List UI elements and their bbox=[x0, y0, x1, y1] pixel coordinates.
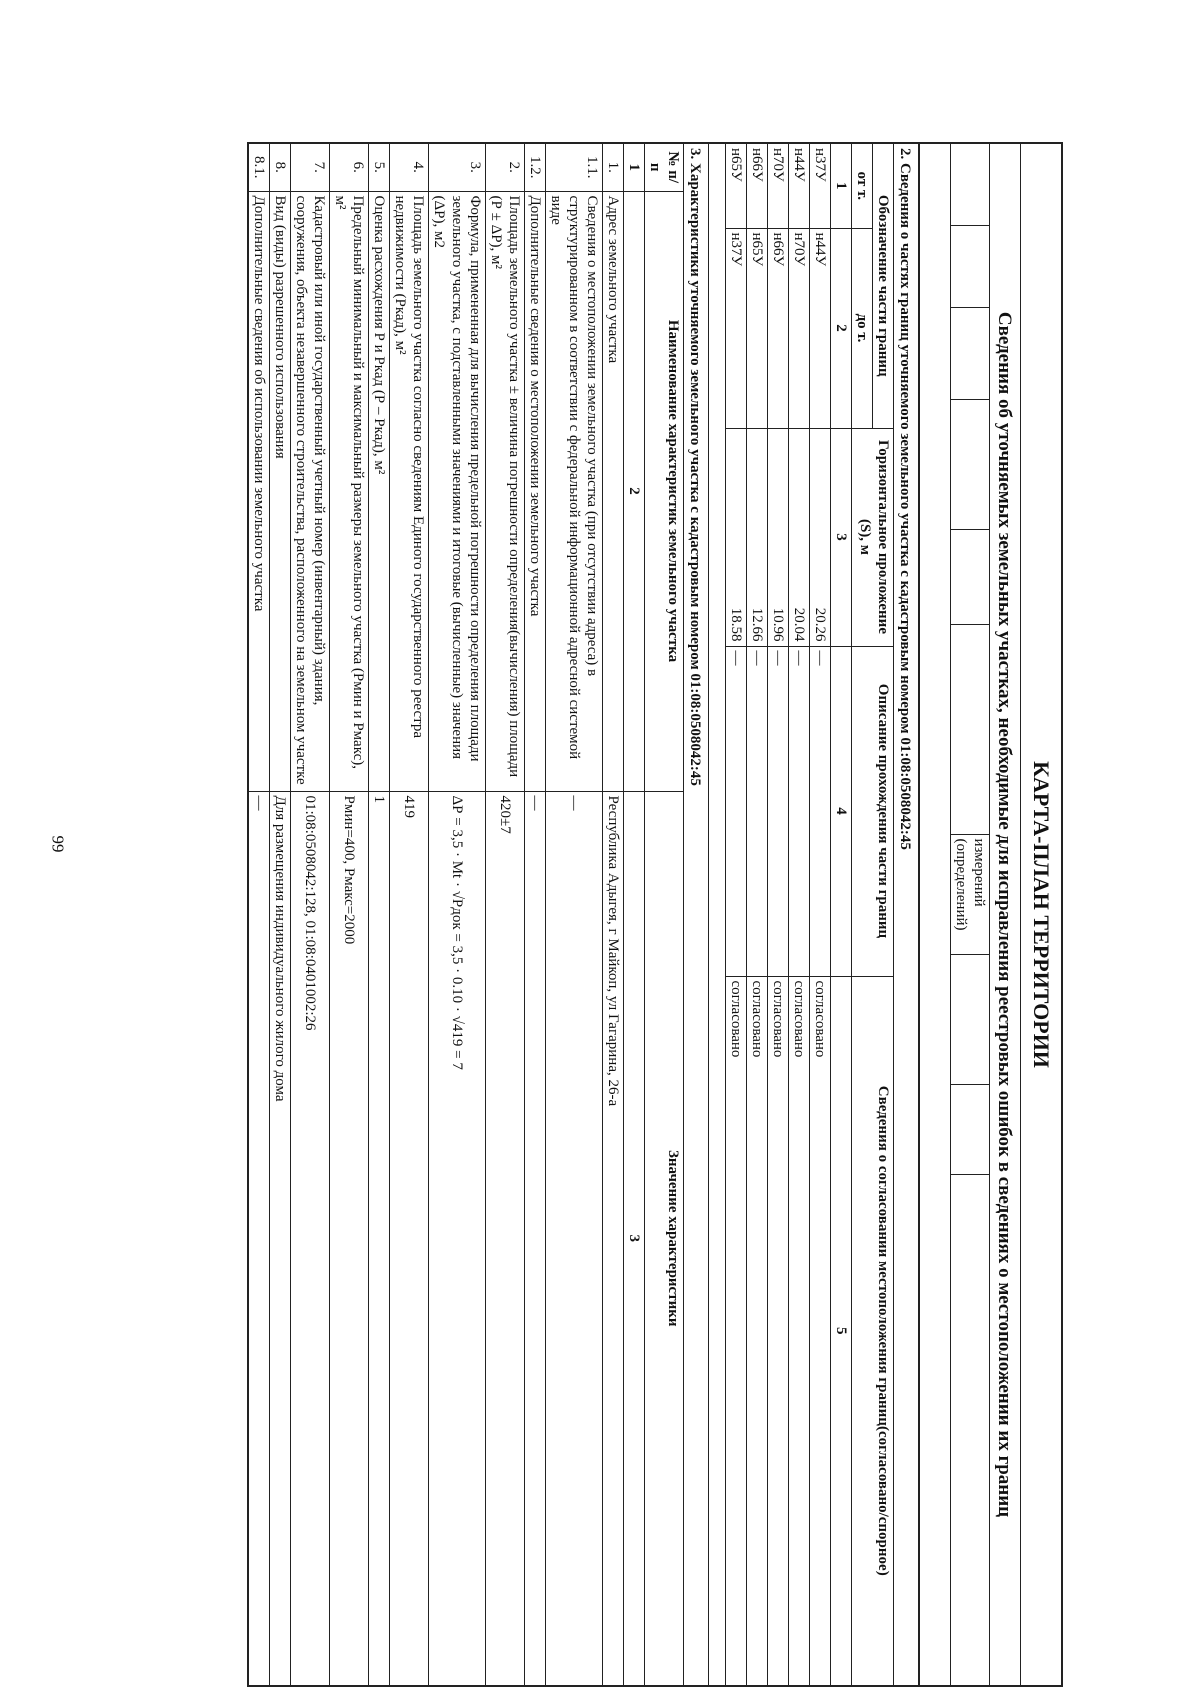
col-name: Наименование характеристик земельного участка bbox=[645, 191, 684, 791]
table-row bbox=[603, 143, 624, 1686]
boundary-description: — bbox=[810, 646, 831, 976]
col-number: 1 bbox=[831, 143, 852, 228]
section3-table bbox=[247, 142, 708, 1687]
boundary-description: — bbox=[747, 646, 768, 976]
agreement-status: согласовано bbox=[726, 976, 747, 1686]
horizontal-distance: 20.04 bbox=[789, 428, 810, 646]
blank-cell bbox=[951, 225, 990, 307]
point-from: н44У bbox=[789, 143, 810, 228]
horizontal-distance: 12.66 bbox=[747, 428, 768, 646]
measure-label: измерений (определений) bbox=[951, 834, 990, 954]
blank-cell bbox=[951, 1174, 990, 1686]
blank-cell bbox=[951, 1084, 990, 1174]
row-number: 3. bbox=[429, 143, 486, 191]
table-row bbox=[747, 143, 768, 1686]
col-value: Значение характеристики bbox=[645, 791, 684, 1686]
horizontal-distance: 20.26 bbox=[810, 428, 831, 646]
table-row bbox=[726, 143, 747, 1686]
table-row bbox=[486, 143, 525, 1686]
characteristic-value: — bbox=[248, 791, 270, 1686]
agreement-status: согласовано bbox=[768, 976, 789, 1686]
characteristic-name: Дополнительные сведения об использовании земельного участка bbox=[248, 191, 270, 791]
header-table bbox=[918, 142, 1063, 1687]
col-num: № п/п bbox=[645, 143, 684, 191]
table-row bbox=[525, 143, 546, 1686]
blank-cell bbox=[951, 399, 990, 529]
characteristic-value: Рмин=400, Рмакс=2000 bbox=[330, 791, 369, 1686]
row-number: 7. bbox=[291, 143, 330, 191]
section2-heading: 2. Сведения о частях границ уточняемого земельного участка с кадастровым номером 01:08:0508042:45 bbox=[897, 148, 913, 850]
point-to: н65У bbox=[747, 228, 768, 428]
boundary-description: — bbox=[789, 646, 810, 976]
boundary-description: — bbox=[726, 646, 747, 976]
col-number: 5 bbox=[831, 976, 852, 1686]
row-number: 5. bbox=[369, 143, 390, 191]
blank-cell bbox=[951, 624, 990, 834]
col-number: 3 bbox=[831, 428, 852, 646]
blank-cell bbox=[951, 143, 990, 225]
characteristic-name: Вид (виды) разрешенного использования bbox=[270, 191, 291, 791]
col-designation: Обозначение части границ bbox=[873, 143, 894, 428]
table-row bbox=[369, 143, 390, 1686]
document-subtitle: Сведения об уточняемых земельных участках, необходимые для исправления реестровых ошибок в сведениях о местоположении их границ bbox=[990, 143, 1021, 1686]
characteristic-name: Оценка расхождения Р и Ркад (Р – Ркад), м² bbox=[369, 191, 390, 791]
table-row bbox=[270, 143, 291, 1686]
boundary-description: — bbox=[768, 646, 789, 976]
agreement-status: согласовано bbox=[789, 976, 810, 1686]
blank-cell bbox=[951, 307, 990, 399]
characteristic-value: ΔР = 3,5 · Mt · √Pдок = 3,5 · 0.10 · √419 = 7 bbox=[429, 791, 486, 1686]
point-to: н37У bbox=[726, 228, 747, 428]
document-title: КАРТА-ПЛАН ТЕРРИТОРИИ bbox=[1021, 143, 1063, 1686]
col-number: 4 bbox=[831, 646, 852, 976]
point-to: н44У bbox=[810, 228, 831, 428]
point-from: н66У bbox=[747, 143, 768, 228]
col-from: от т. bbox=[852, 143, 873, 228]
spacer-row bbox=[709, 143, 726, 1686]
col-description: Описание прохождения части границ bbox=[852, 646, 894, 976]
characteristic-value: 420±7 bbox=[486, 791, 525, 1686]
agreement-status: согласовано bbox=[747, 976, 768, 1686]
col-number: 2 bbox=[624, 191, 645, 791]
page-number: 99 bbox=[48, 835, 68, 853]
table-row bbox=[291, 143, 330, 1686]
table-row bbox=[429, 143, 486, 1686]
characteristic-name: Кадастровый или иной государственный учетный номер (инвентарный) здания, сооружения, объекта незавершенного строительства, расположенного на земельном участке bbox=[291, 191, 330, 791]
col-horizontal: Горизонтальное проложение (S), м bbox=[852, 428, 894, 646]
col-number: 1 bbox=[624, 143, 645, 191]
characteristic-name: Площадь земельного участка согласно сведениям Единого государственного реестра недвижимости (Ркад), м² bbox=[390, 191, 429, 791]
point-to: н66У bbox=[768, 228, 789, 428]
characteristic-value: 01:08:0508042:128, 01:08:0401002:26 bbox=[291, 791, 330, 1686]
horizontal-distance: 18.58 bbox=[726, 428, 747, 646]
section2-table bbox=[708, 142, 918, 1687]
horizontal-distance: 10.96 bbox=[768, 428, 789, 646]
characteristic-value: — bbox=[525, 791, 546, 1686]
agreement-status: согласовано bbox=[810, 976, 831, 1686]
col-agreement: Сведения о согласовании местоположения границ(согласовано/спорное) bbox=[852, 976, 894, 1686]
point-from: н65У bbox=[726, 143, 747, 228]
section3-heading: 3. Характеристики уточняемого земельного участка с кадастровым номером 01:08:0508042:45 bbox=[687, 148, 703, 786]
table-row bbox=[768, 143, 789, 1686]
table-row bbox=[789, 143, 810, 1686]
point-from: н37У bbox=[810, 143, 831, 228]
row-number: 2. bbox=[486, 143, 525, 191]
table-row bbox=[330, 143, 369, 1686]
row-number: 4. bbox=[390, 143, 429, 191]
characteristic-name: Дополнительные сведения о местоположении земельного участка bbox=[525, 191, 546, 791]
blank-row bbox=[919, 143, 951, 1686]
table-row bbox=[810, 143, 831, 1686]
characteristic-value: 1 bbox=[369, 791, 390, 1686]
col-number: 2 bbox=[831, 228, 852, 428]
row-number: 8. bbox=[270, 143, 291, 191]
col-to: до т. bbox=[852, 228, 873, 428]
row-number: 1.1. bbox=[546, 143, 603, 191]
table-row bbox=[248, 143, 270, 1686]
row-number: 8.1. bbox=[248, 143, 270, 191]
blank-cell bbox=[951, 529, 990, 624]
characteristic-name: Сведения о местоположении земельного участка (при отсутствии адреса) в структурированном в соответствии с федеральной информационной адресной системой виде bbox=[546, 191, 603, 791]
characteristic-value: Республика Адыгея, г Майкоп, ул Гагарина, 26-а bbox=[603, 791, 624, 1686]
table-row bbox=[390, 143, 429, 1686]
point-from: н70У bbox=[768, 143, 789, 228]
characteristic-name: Формула, примененная для вычисления предельной погрешности определения площади земельного участка, с подставленными значениями и итоговые (вычисленные) значения (ΔР), м2 bbox=[429, 191, 486, 791]
characteristic-value: 419 bbox=[390, 791, 429, 1686]
blank-cell bbox=[951, 954, 990, 1084]
point-to: н70У bbox=[789, 228, 810, 428]
row-number: 1.2. bbox=[525, 143, 546, 191]
row-number: 6. bbox=[330, 143, 369, 191]
characteristic-value: — bbox=[546, 791, 603, 1686]
table-row bbox=[546, 143, 603, 1686]
col-number: 3 bbox=[624, 791, 645, 1686]
characteristic-name: Предельный минимальный и максимальный размеры земельного участка (Рмин и Рмакс), м² bbox=[330, 191, 369, 791]
rotated-page bbox=[141, 142, 1063, 1687]
characteristic-value: Для размещения индивидуального жилого дома bbox=[270, 791, 291, 1686]
row-number: 1. bbox=[603, 143, 624, 191]
characteristic-name: Площадь земельного участка ± величина погрешности определения(вычисления) площади (Р ± ΔР), м² bbox=[486, 191, 525, 791]
characteristic-name: Адрес земельного участка bbox=[603, 191, 624, 791]
